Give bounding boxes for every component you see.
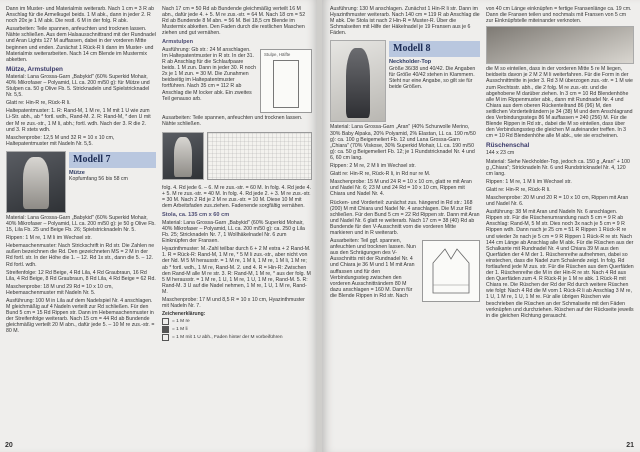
streifenfolge-text: Streifenfolge: 12 Rd Beige, 4 Rd Lila, 4 Rd Graubraun, 16 Rd Lila, 4 Rd Beige, 8 Rd Graubraun, 8 Rd Lila, 4 Rd Beige = 62 Rd. (6, 269, 156, 282)
rippen-text: Rippen: 1 M re, 1 M li im Wechsel str. (6, 235, 92, 242)
detail-photo (162, 132, 204, 180)
right-page (322, 0, 640, 452)
stulpe-diagram (260, 49, 312, 113)
legend-title: Zeichenerklärung: (162, 311, 206, 318)
rueschenschal-rippen: Rippen: 1 M re, 1 M li im Wechsel str. (486, 178, 572, 185)
left-column-2 (162, 6, 312, 342)
haltepatent-text: Haltepatentmuster: 1. R: Rand-M, 1 M re, 1 M mit 1 U wie zum Li-Str. abh., ab * fortl. wdh., Rand-M. 2. R: Rand-M, * den U mit der M re zus.-str., 1 M li, abh.; fortl. wdh. Nach der 3. R die 2. und 3. R stets wdh. (6, 108, 151, 133)
hyazinth-text: Hyazinthmuster: M.-Zahl teilbar durch 6 + 2 M extra + 2 Rand-M. 1. R = Rück-R: Rand-M, 1 M re, * 5 M li zus.-str., aber nicht von der Nd. M 5 M herausstr. = 1 M re, 1 M li, 1 M re, 1 M li, 1 M re; ab * fortl. wdh., 1 M re, Rand-M. 2. und 4. R = Hin-R: Zwischen den Rand-M alle M re str. 3. R: Rand-M, 1 M re, * aus der folg. M 5 M herausstr. = 1 M re, 1 U, 1 M re, 1 U, 1 M re, Rand-M. 5. R: Rand-M. 3 U auf die Nadel nehmen, 1 M re, 1 U, 1 M re, Rand-M. (162, 246, 311, 295)
scarf-photo (486, 26, 634, 64)
intro-text: Dann im Muster- und Materialmix weiterarb. Nach 1 cm = 3 R ab Anschlag für die Armelkugel beids. 1 M abk., dann in jeder 2. R noch 20x je 1 M abk. Die restl. 6 M in der folg. R abk. (6, 6, 155, 25)
stola-material: Material: Lana Grossa-Garn „Babykid" (60% Superkid Mohair, 40% Mikrofaser – Polyamid, LL ca. 200 m/50 g): ca. 250 g Lila Fb. 25; Stricknadeln Nr. 7, 1 Wollhäkelnadel Nr. 6 zum Einknüpfen der Fransen. (162, 219, 305, 245)
legend-text-3: = 1 M mit 1 U abh., Faden hinter der M vorbeiführen (172, 334, 283, 340)
rueschenschal-glatt: Glatt re: Hin-R re, Rück-R li. (486, 186, 551, 193)
model7-subtitle: Mütze (69, 169, 85, 176)
model8-figure (346, 48, 370, 118)
armstulpen-title: Armstulpen (162, 39, 194, 46)
stulpe-label: Stulpe, Hälfte (264, 51, 291, 57)
right-column-2 (486, 6, 634, 321)
maschenprobe-text: Maschenprobe: 12,5 M und 32 R = 10 x 10 cm, Haltepatentmuster mit Nadeln Nr. 5,5. (6, 134, 115, 147)
col2-body1: die M so einteilen, dass in der vorderen Mitte 5 re M liegen, beidseits davon je 2 M 2 M li weiterfahren. Für die Form in der Ausschnittmitte in jeder 3. Rd 3 M überzogen zus.-str. = 1 M wie zum Rechtsstr. abh., die 2 folg. M re zus.-str. und die abgehobene M darüber ziehen. In 3 cm = 10 Rd Blendenhöhe alle M im Rippenmuster abk., dann mit Rundnadel Nr. 4 und Chiara aus dem oberen Rückenteilrand 86 (96) M, den seitlichen Vorderteilrändern je 34 (38) M und dem Anschlagrand des Verbindungsstegs 86 M auffassen = 240 (256) M. Für die Blende Rippen in Rd str., dabei die M so einteilen, dass über den Verbindungssteg die gleichen M aufeinander treffen. In 3 cm = 10 Rd Blendenhöhe alle M abk., wie sie erscheinen. (486, 66, 633, 140)
col2-top-text: Nach 17 cm = 50 Rd ab Bundende gleichmäßig verteilt 16 M abn., dafür jede 4. + 5. M re zus.-str. = 64 M. Nach 18 cm = 52 Rd ab Bundende 8 M abn. = 56 M. Bei 18,5 cm Blende im Mustermix abketten. Den Faden durch die restlichen Maschen ziehen und gut vernähen. (162, 6, 306, 37)
legend-row-2 (162, 326, 312, 333)
ausarbeiten-text: Ausarbeiten: Teile spannen, anfeuchten und trocknen lassen. Nähte schließen. Aus dem Halsausschnittrand mit der Rundnadel und Aran Lights 127 M auffassen, dabei in der vorderen Mitte beginnen und enden. Zunächst 1 Rück-R li dann im Muster- und Materialmix weiterarbeiten. Nach 14 cm Blende im Mustermix abketten. (6, 26, 156, 63)
top-schematic (422, 240, 480, 302)
legend-text-2: = 1 M li (172, 326, 188, 332)
model8-bottom (330, 238, 480, 304)
model8-photo (330, 40, 386, 122)
top-schematic-svg (423, 241, 479, 301)
left-page (0, 0, 318, 452)
model8-heading: Modell 8 (389, 41, 480, 57)
armstulpen-ausfuehrung: Ausführung: Gb str.: 24 M anschlagen. Im Haltepatentmuster in R str. In der 31. R ab Anschlag für die Schlaufpaare beids. 1 M zun. Dann in jeder 30. R noch 2x je 1 M zun. = 30 M. Die Zunahmen beidseitig im Haltepatentmuster fortführen. Nach 35 cm = 112 R ab Anschlag die M locker abk. Ein zweites Teil genauso arb. (162, 46, 257, 102)
model8-info (389, 38, 480, 92)
rueschenschal-size: 144 x 23 cm (486, 150, 515, 157)
model7-material: Material: Lana Grossa-Garn „Babykid" (60% Superkid Mohair, 40% Mikrofaser – Polyamid, LL ca. 200 m/50 g): je 50 g Olive Fb. 15, Lila Fb. 25 und Beige Fb. 26; Spielstricknadeln Nr. 5. (6, 214, 156, 234)
left-column-1 (6, 6, 156, 337)
stola-title: Stola, ca. 135 cm x 60 cm (162, 212, 230, 219)
rueschenschal-title: Rüschenschal (486, 142, 530, 150)
armstulpen-ausarbeiten: Ausarbeiten: Teile spannen, anfeuchten und trocknen lassen. Nähte schließen. (162, 114, 303, 127)
model7-heading: Modell 7 (69, 152, 156, 168)
photo-row (162, 130, 312, 182)
stulpe-shape (273, 60, 299, 108)
col2-top: von 40 cm Länge einknüpfen = fertige Fransenlänge ca. 19 cm. Dann die Fransen teilen und nochmals mit Fransen von 5 cm zur Einknüpfstelle miteinander verknoten. (486, 6, 632, 25)
model7-figure (23, 157, 49, 210)
page-number-right: 21 (626, 442, 634, 449)
model8-block (330, 38, 480, 124)
legend-row-1 (162, 318, 312, 325)
legend-box-icon (162, 318, 169, 325)
model7-info (69, 149, 156, 185)
right-column-1 (330, 6, 480, 304)
cont1-text: folg. 4. Rd jede 6. – 6. M re zus.-str. = 60 M. In folg. 4. Rd jede 4. + 5. M re zus.-str. = 40 M. In folg. 4. Rd jede 2. + 3. M re zus.-str. = 30 M. Nach 2 Rd je 2 M re zus.-str. = 10 M. Diese 10 M mit dem Arbeitsfaden zus.ziehen. Fadenende sorgfältig vernähen. (162, 185, 311, 210)
model7-block (6, 149, 156, 215)
legend-text-1: = 1 M re (172, 318, 190, 324)
glatt-text: Glatt re: Hin-R re, Rück-R li. (6, 100, 71, 107)
rueschenschal-ausfuehrung: Ausführung: 38 M mit Aran und Nadeln Nr. 6 anschlagen. Rippen str. Für die Rüschenumrandung nach 5 cm = 9 R ab Anschlag: Rand-M, 5 M str. Dies noch 3x nach je 5 cm = 9 R Rippen wdh. Dann nach je 25 cm = 51 R Rippen 1 Rück-R re und wieder 3x nach je 5 cm = 9 R Rippen 1 Rück-R re str. Nach 144 cm Länge ab Anschlag alle M abk. Für die Rüschen aus der Schalkante mit Rundnadel Nr. 4 und Chiara 39 M aus den Querfäden der 4 M der 1. Rüschenreihe aufnehmen, dabei so einstechen, dass die Nadel zum Schalende zeigt. In folg. Rd fortlaufend jede M zus. str. Für die Rüschen aus dem Querfäden der 1. Rüschenreihe die M in der Hin-R re str. Nach 4 Rd aus den Querfäden zum 4. R Rück-R je 1 M re abk. 1 Rück-R mit Chiara re. Die Rüschen der Rd der Rd durch weitere Rüschen wie folgt: Nach 4 Rd die M vom 1 Rück-R li ab Anschlag 3 M re, 1 U, 1 M re, 1 U, 1 M re. Für alle übrigen Rüschen wie beschrieben die Rüschen an der Schmalseite mit den Fäden verknüpfen und durchziehen. Rüschen auf der Rückseite jeweils in die gleichen Richtung gerauscht. (486, 209, 634, 319)
section-title-muetze-armstulpen: Mütze, Armstulpen (6, 65, 63, 73)
legend-box-icon (162, 334, 169, 341)
stola-maschenprobe: Maschenprobe: 17 M und 8,5 R = 10 x 10 cm, Hyazinthmuster mit Nadeln Nr. 7. (162, 296, 305, 310)
material-text: Material: Lana Grossa-Garn „Babykid" (60% Superkid Mohair, 40% Mikrofaser – Polyamid, LL ca. 200 m/50 g): für Mütze und Stulpen ca. 50 g Olive Fb. 5. Stricknadeln und Spielstricknadel Nr. 5,5. (6, 73, 150, 99)
model7-size: Kopfumfang 56 bis 58 cm (69, 176, 128, 183)
hebemaschen-text: Hebemaschenmuster: Nach Strickschrift in Rd str. Die Zahlen ne außen bezeichnen die Rd. Den gezeichneten MS = 2 M in der Rd fortl. str. In der Höhe die 1. – 12. Rd 1x str., dann die 5. – 12. Rd fortl. wdh. (6, 243, 155, 268)
model8-glatt: Glatt re: Hin-R re, Rück-R li, in Rd nur re M. (330, 171, 431, 178)
stitch-chart-grid (208, 133, 311, 179)
model8-maschenprobe: Maschenprobe: 15 M und 24 R = 10 x 10 cm, glatt re mit Aran und Nadel Nr. 6; 23 M und 24 Rd = 10 x 10 cm, Rippen mit Chiara und Nadel Nr. 4. (330, 179, 472, 198)
model8-material: Material: Lana Grossa-Garn „Aran" (40% Schurwolle Merino, 30% Baby Alpaka, 20% Polyamid, 2% Elastan, LL ca. 190 m/50 g): ca. 100 g Beigemeliert Fb. 12 und Lana Grossa-Garn „Chiara" (70% Viskose, 30% Superkid Mohair, LL ca. 190 m/50 g): ca. 50 g Beigemeliert Fb. 12; je 1 Rundstricknadel Nr. 4 und 6, 60 cm lang. (330, 124, 476, 161)
right-top-text: Ausführung: 130 M anschlagen. Zunächst 1 Hin-R li str. Dann im Hyazinthmuster weiterarb. Nach 140 cm = 119 R ab Anschlag die M abk. Die Stola ist nach 2 Hin-R = Muster-R. Über die Schmalseiten mit Hilfe der Häkelnadel je 19 Fransen aus je 6 Fäden. (330, 6, 480, 37)
stitch-chart (207, 132, 312, 180)
page-number-left: 20 (5, 442, 13, 449)
model8-subtitle: Neckholder-Top (389, 59, 432, 66)
armstulpen-block (162, 47, 312, 115)
model8-ausarbeiten: Ausarbeiten: Teil ggf. spannen, anfeuchten und trocknen lassen. Nun aus den Schrägungen des V-Ausschnitts mit der Rundnadel Nr. 4 und Chiara je 36 M und 1 M mit Aran auffassen und für den Verbindungssteg zwischen den vorderen Ausschnitträndern 80 M dazu anschlagen = 160 M. Dann für die Blende Rippen in Rd str. Nach (330, 238, 416, 299)
model8-size: Größe 36/38 und 40/42. Die Angaben für Größe 40/42 stehen in Klammern. Steht nur eine Angabe, so gilt sie für beide Größen. (389, 65, 476, 91)
rueschenschal-maschenprobe: Maschenprobe: 20 M und 20 R = 10 x 10 cm, Rippen mit Aran und Nadel Nr. 6. (486, 194, 629, 208)
model8-rippen: Rippen: 2 M re, 2 M li im Wechsel str. (330, 163, 416, 170)
model8-ruecken: Rücken- und Vorderteil: zunächst zus. hängend in Rd str.: 168 (200) M mit Chiara und Nadel Nr. 4 anschlagen. Die M zur Rd schließen. Für den Bund 5 cm = 22 Rd Rippen str. Dann mit Aran und Nadel Nr. 6 glatt re weiterarb. Nach 17 cm = 38 (40) Rd ab Bundende für den V-Ausschnitt vorn die vorderen Mitte markieren und in R weiterarb. (330, 199, 480, 236)
maschenprobe2-text: Maschenprobe: 18 M und 29 Rd = 10 x 10 cm, Hebemaschenmuster mit Nadeln Nr. 5. (6, 283, 113, 296)
ausfuehrung-text: Ausführung: 100 M in Lila auf dem Nadelspiel Nr. 4 anschlagen. M gleichmäßig auf 4 Nadeln verteilt zur Rd schließen. Für den Bund 5 cm = 15 Rd Rippen str. Dann im Hebemaschenmuster in der Streifenfolge weiterarb. Nach 15 cm = 44 Rd ab Bundende gleichmäßig verteilt 20 M abn., dafür jede 5. – 10 M re zus.-str. = 80 M. (6, 298, 155, 335)
model7-photo (6, 151, 66, 213)
legend-box-filled-icon (162, 326, 169, 333)
rueschenschal-material: Material: Siehe Neckholder-Top, jedoch ca. 150 g „Aran" + 100 g „Chiara"; Stricknadeln Nr. 6 und Rundstricknadel Nr. 4, 120 cm lang. (486, 158, 630, 177)
legend-row-3 (162, 334, 312, 341)
detail-figure (174, 137, 192, 177)
